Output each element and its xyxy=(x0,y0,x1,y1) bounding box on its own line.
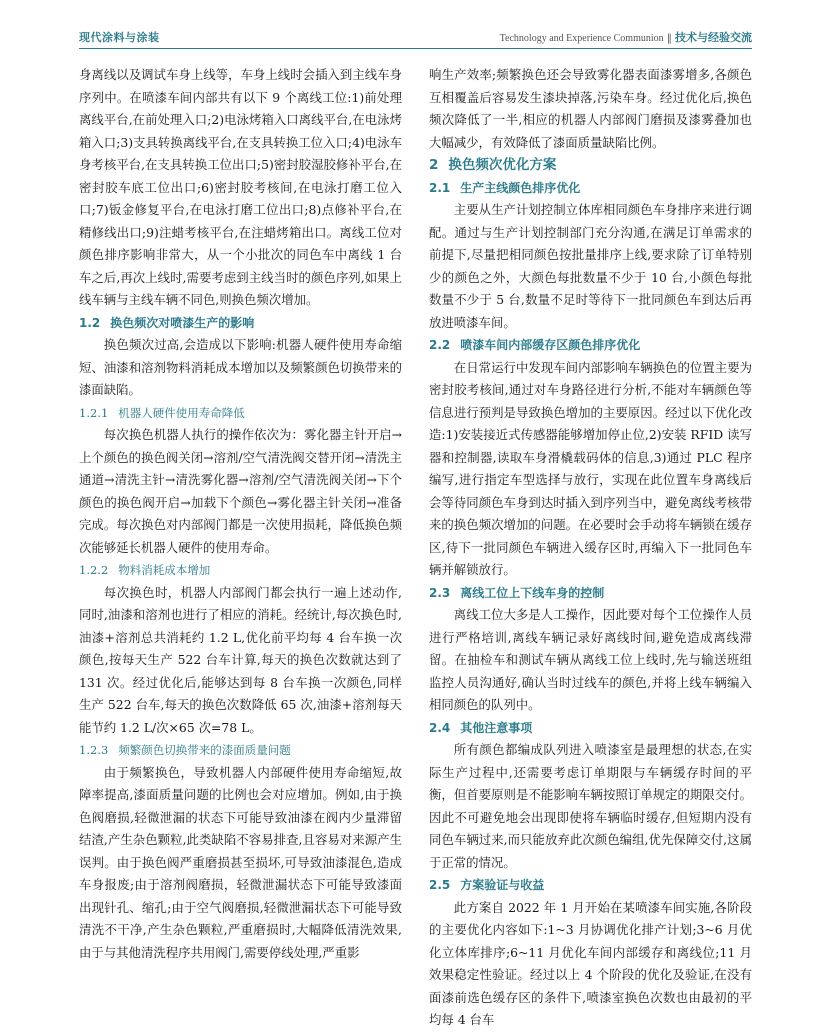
heading-2-2: 2.2 喷漆车间内部缓存区颜色排序优化 xyxy=(429,338,641,352)
paragraph: 主要从生产计划控制立体库相同颜色车身排序来进行调配。通过与生产计划控制部门充分沟通,在满足订单需求的前提下,尽量把相同颜色按批量排序上线,要求除了订单特别少的颜色之外，大颜色每批数量不少于 10 台,小颜色每批数量不少于 5 台,数量不足时等待下一批同颜色车到达后再放进喷漆车间。 xyxy=(429,202,752,330)
heading-2-5: 2.5 方案验证与收益 xyxy=(429,878,545,892)
section-header-zh: 技术与经验交流 xyxy=(675,31,752,44)
paragraph: 此方案自 2022 年 1 月开始在某喷漆车间实施,各阶段的主要优化内容如下:1~3 月协调优化排产计划;3~6 月优化立体库排序;6~11 月优化车间内部缓存和离线位;11 月效果稳定性验证。经过以上 4 个阶段的优化及验证,在没有面漆前选色缓存区的条件下,喷漆室换色次数也由最初的平均每 4 台车 xyxy=(429,899,752,1027)
heading-1-2-1: 1.2.1 机器人硬件使用寿命降低 xyxy=(79,405,245,420)
header-rule xyxy=(79,48,752,49)
heading-2-1: 2.1 生产主线颜色排序优化 xyxy=(429,180,581,195)
heading-1-2-2: 1.2.2 物料消耗成本增加 xyxy=(79,563,211,577)
heading-2: 2 换色频次优化方案 xyxy=(429,157,557,173)
heading-1-2: 1.2 换色频次对喷漆生产的影响 xyxy=(79,315,255,330)
paragraph: 每次换色时，机器人内部阀门都会执行一遍上述动作,同时,油漆和溶剂也进行了相应的消耗。经统计,每次换色时,油漆+溶剂总共消耗约 1.2 L,优化前平均每 4 台车换一次颜色,按每天生产 522 台车计算,每天的换色次数就达到了 131 次。经过优化后,能够达到每 8 台车换一次颜色,同样生产 522 台车,每天的换色次数降低 65 次,油漆+溶剂每天能节约 1.2 L/次×65 次=78 L。 xyxy=(79,584,402,735)
paragraph: 每次换色机器人执行的操作依次为：雾化器主针开启→上个颜色的换色阀关闭→溶剂/空气清洗阀交替开闭→清洗主通道→清洗主针→清洗雾化器→溶剂/空气清洗阀关闭→下个颜色的换色阀开启→加载下个颜色→雾化器主针关闭→准备完成。每次换色对内部阀门都是一次使用损耗，降低换色频次能够延长机器人硬件的使用寿命。 xyxy=(79,427,402,555)
paragraph: 换色频次过高,会造成以下影响:机器人硬件使用寿命缩短、油漆和溶剂物料消耗成本增加以及频繁颜色切换带来的漆面缺陷。 xyxy=(79,337,402,397)
section-header xyxy=(500,29,752,45)
left-column xyxy=(79,64,402,964)
paragraph: 在日常运行中发现车间内部影响车辆换色的位置主要为密封胶考核间,通过对车身路径进行分析,不能对车辆颜色等信息进行预判是导致换色增加的主要原因。经过以下优化改造:1)安装接近式传感器能够增加停止位,2)安装 RFID 读写器和控制器,读取车身滑橇载码体的信息,3)通过 PLC 程序编写,进行指定车型选择与放行，实现在此位置车身离线后会等待同颜色车身到达时插入到序列当中，避免离线考核带来的换色频次增加的问题。在必要时会手动将车辆锁在缓存区,待下一批同颜色车辆进入缓存区时,再编入下一批同色车辆并解锁放行。 xyxy=(429,359,752,577)
section-header-separator: ‖ xyxy=(666,33,672,44)
paragraph: 所有颜色都编成队列进入喷漆室是最理想的状态,在实际生产过程中,还需要考虑订单期限与车辆缓存时间的平衡，但首要原则是不能影响车辆按照订单规定的期限交付。因此不可避免地会出现即使将车辆临时缓存,但短期内没有同色车辆过来,而只能放弃此次颜色编组,优先保障交付,这属于正常的情况。 xyxy=(429,742,752,870)
paragraph: 响生产效率;频繁换色还会导致雾化器表面漆雾增多,各颜色互相覆盖后容易发生漆块掉落,污染车身。经过优化后,换色频次降低了一半,相应的机器人内部阀门磨损及漆雾叠加也大幅减少，有效降低了漆面质量缺陷比例。 xyxy=(429,67,752,150)
heading-2-3: 2.3 离线工位上下线车身的控制 xyxy=(429,585,605,600)
section-header-en: Technology and Experience Communion xyxy=(499,33,664,44)
paragraph: 身离线以及调试车身上线等，车身上线时会插入到主线车身序列中。在喷漆车间内部共有以下 9 个离线工位:1)前处理离线平台,在前处理入口;2)电泳烤箱入口离线平台,在电泳烤箱入口;3)支具转换离线平台,在支具转换工位入口;4)电泳车身考核平台,在支具转换工位出口;5)密封胶湿胶修补平台,在密封胶车底工位出口;6)密封胶考核间,在电泳打磨工位入口;7)钣金修复平台,在电泳打磨工位出口;8)点修补平台,在精修线出口;9)注蜡考核平台,在注蜡烤箱出口。离线工位对颜色排序影响非常大，从一个小批次的同色车中离线 1 台车之后,再次上线时,需要考虑到主线当时的颜色序列,如果上线车辆与主线车辆不同色,则换色频次增加。 xyxy=(79,67,402,307)
heading-2-4: 2.4 其他注意事项 xyxy=(429,720,533,735)
paragraph: 由于频繁换色，导致机器人内部硬件使用寿命缩短,故障率提高,漆面质量问题的比例也会对应增加。例如,由于换色阀磨损,轻微泄漏的状态下可能导致油漆在阀内少量滞留结渣,产生杂色颗粒,此类缺陷不容易排查,且容易对来源产生误判。由于换色阀严重磨损甚至损坏,可导致油漆混色,造成车身报废;由于溶剂阀磨损，轻微泄漏状态下可能导致漆面出现针孔、缩孔;由于空气阀磨损,轻微泄漏状态下可能导致清洗不干净,产生杂色颗粒,严重磨损时,大幅降低清洗效果,由于与其他清洗程序共用阀门,需要停线处理,严重影 xyxy=(79,764,402,960)
heading-1-2-3: 1.2.3 频繁颜色切换带来的漆面质量问题 xyxy=(79,743,291,757)
paragraph: 离线工位大多是人工操作，因此要对每个工位操作人员进行严格培训,离线车辆记录好离线时间,避免造成离线滞留。在抽检车和测试车辆从离线工位上线时,先与输送班组监控人员沟通好,确认当时过线车的颜色,并将上线车辆编入相同颜色的队列中。 xyxy=(429,607,752,712)
journal-name: 现代涂料与涂装 xyxy=(79,31,160,44)
right-column xyxy=(429,64,752,1032)
